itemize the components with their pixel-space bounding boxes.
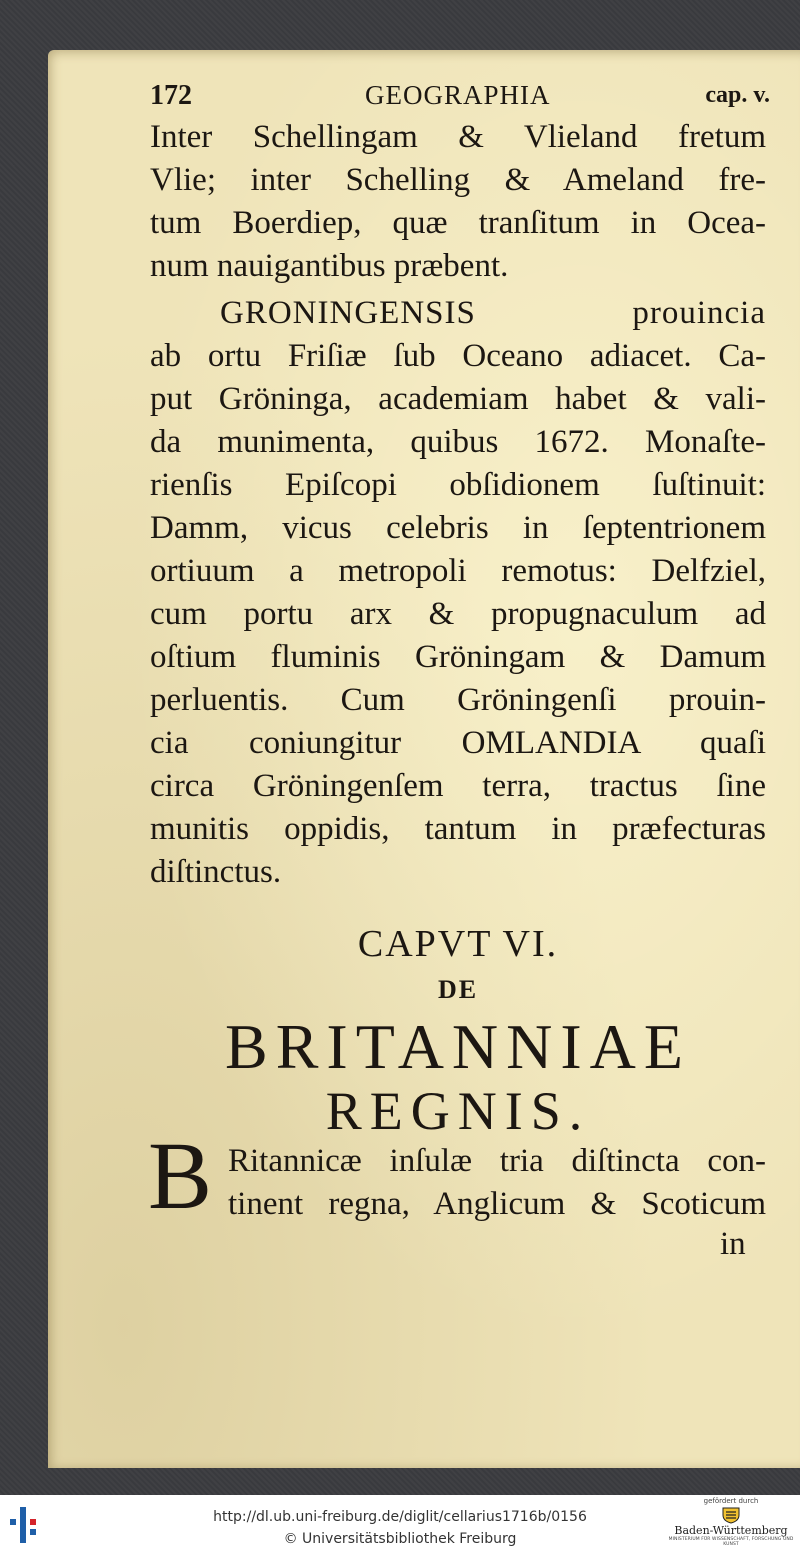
text-line: circa Gröningenſem terra, tractus ſine: [150, 768, 766, 804]
text-line: oſtium fluminis Gröningam & Damum: [150, 639, 766, 675]
text-line: ab ortu Friſiæ ſub Oceano adiacet. Ca-: [150, 338, 766, 374]
drop-capital: B: [148, 1122, 213, 1229]
sponsor-name: Baden-Württemberg: [674, 1524, 788, 1537]
text-line: diſtinctus.: [150, 854, 282, 890]
text-line: Inter Schellingam & Vlieland fretum: [150, 119, 766, 155]
text-line: tinent regna, Anglicum & Scoticum: [228, 1186, 766, 1222]
viewer-footer: [0, 1495, 800, 1553]
text-line: munitis oppidis, tantum in præfecturas: [150, 811, 766, 847]
text-line: da munimenta, quibus 1672. Monaſte-: [150, 424, 766, 460]
text-line: Ritannicæ inſulæ tria diſtincta con-: [228, 1143, 766, 1179]
text-line: put Gröninga, academiam habet & vali-: [150, 381, 766, 417]
chapter-subject-line1: BRITANNIAE: [225, 1011, 691, 1082]
sponsor-block: [668, 1497, 794, 1547]
text-line: cum portu arx & propugnaculum ad: [150, 596, 766, 632]
chapter-subject-line2: REGNIS.: [325, 1081, 591, 1141]
chapter-de: DE: [437, 975, 479, 1004]
text-line: Vlie; inter Schelling & Ameland fre-: [150, 162, 766, 198]
copyright-notice: © Universitätsbibliothek Freiburg: [283, 1531, 517, 1547]
text-line: GRONINGENSIS prouincia: [220, 295, 766, 331]
sponsor-label: gefördert durch: [703, 1497, 759, 1505]
permalink-url[interactable]: http://dl.ub.uni-freiburg.de/diglit/cellarius1716b/0156: [213, 1509, 587, 1525]
state-crest-icon: [720, 1506, 742, 1524]
paragraph-groningen: [150, 292, 766, 894]
text-line: cia coniungitur OMLANDIA quaſi: [150, 725, 766, 761]
text-line: perluentis. Cum Gröningenſi prouin-: [150, 682, 766, 718]
text-line: tum Boerdiep, quæ tranſitum in Ocea-: [150, 205, 766, 241]
chapter-reference: cap. v.: [705, 82, 770, 108]
running-title: GEOGRAPHIA: [365, 80, 551, 110]
text-line: ortiuum a metropoli remotus: Delfziel,: [150, 553, 766, 589]
paragraph-frisia-straits: [150, 116, 766, 288]
sponsor-ministry: MINISTERIUM FÜR WISSENSCHAFT, FORSCHUNG UND KUNST: [668, 1537, 794, 1547]
text-line: num nauigantibus præbent.: [150, 248, 509, 284]
chapter-title: CAPVT VI.: [357, 923, 559, 965]
paragraph-britannia: [228, 1140, 766, 1226]
catchword: in: [720, 1226, 746, 1262]
running-header: [150, 80, 770, 116]
text-line: Damm, vicus celebris in ſeptentrionem: [150, 510, 766, 546]
page-number: 172: [150, 80, 192, 111]
text-line: rienſis Epiſcopi obſidionem ſuſtinuit:: [150, 467, 766, 503]
